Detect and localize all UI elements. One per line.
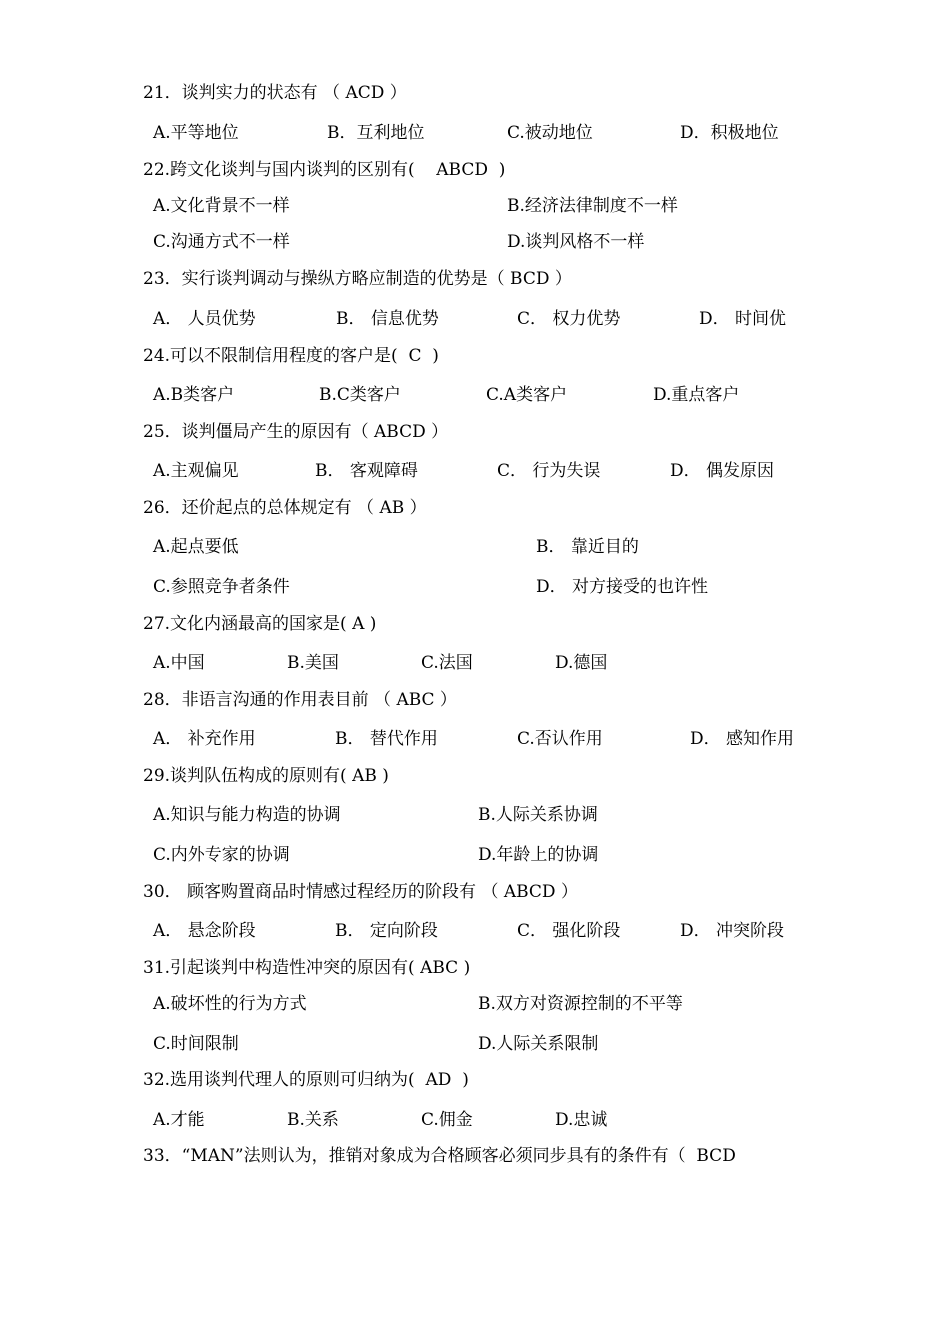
answer-option: D.人际关系限制	[478, 1034, 599, 1054]
answer-option: A.主观偏见	[153, 461, 239, 481]
answer-option: A.文化背景不一样	[153, 196, 290, 216]
answer-option: D.忠诚	[555, 1110, 608, 1130]
answer-option: C.沟通方式不一样	[153, 232, 290, 252]
question-stem: 27.文化内涵最高的国家是( A )	[143, 614, 377, 634]
answer-option: C.时间限制	[153, 1034, 239, 1054]
answer-option: D． 冲突阶段	[680, 921, 785, 941]
answer-option: B.人际关系协调	[478, 805, 598, 825]
question-stem: 28．非语言沟通的作用表目前 （ ABC ）	[143, 690, 457, 710]
answer-option: C.法国	[421, 653, 473, 673]
answer-option: B． 替代作用	[335, 729, 438, 749]
question-stem: 32.选用谈判代理人的原则可归纳为( AD )	[143, 1070, 469, 1090]
answer-option: B． 信息优势	[336, 309, 439, 329]
answer-option: A.平等地位	[153, 123, 239, 143]
answer-option: A.才能	[153, 1110, 205, 1130]
question-stem: 30． 顾客购置商品时情感过程经历的阶段有 （ ABCD ）	[143, 882, 578, 902]
answer-option: C.内外专家的协调	[153, 845, 290, 865]
answer-option: C.佣金	[421, 1110, 473, 1130]
answer-option: D.重点客户	[653, 385, 740, 405]
question-stem: 24.可以不限制信用程度的客户是( C )	[143, 346, 439, 366]
answer-option: A.中国	[153, 653, 205, 673]
answer-option: B.经济法律制度不一样	[507, 196, 678, 216]
answer-option: C． 权力优势	[517, 309, 621, 329]
answer-option: B．互利地位	[327, 123, 425, 143]
question-stem: 23．实行谈判调动与操纵方略应制造的优势是（ BCD ）	[143, 269, 572, 289]
answer-option: C.参照竞争者条件	[153, 577, 290, 597]
answer-option: B.关系	[287, 1110, 339, 1130]
question-stem: 21．谈判实力的状态有 （ ACD ）	[143, 83, 407, 103]
answer-option: D.谈判风格不一样	[507, 232, 645, 252]
answer-option: B． 客观障碍	[315, 461, 418, 481]
answer-option: A.知识与能力构造的协调	[153, 805, 341, 825]
question-stem: 26．还价起点的总体规定有 （ AB ）	[143, 498, 427, 518]
answer-option: A.起点要低	[153, 537, 239, 557]
answer-option: A.B类客户	[153, 385, 235, 405]
answer-option: D． 偶发原因	[670, 461, 775, 481]
answer-option: B． 靠近目的	[536, 537, 639, 557]
answer-option: A． 悬念阶段	[153, 921, 256, 941]
answer-option: D． 对方接受的也许性	[536, 577, 709, 597]
answer-option: D.德国	[555, 653, 608, 673]
answer-option: A． 补充作用	[153, 729, 256, 749]
answer-option: C． 强化阶段	[517, 921, 621, 941]
answer-option: D． 时间优	[699, 309, 787, 329]
answer-option: C． 行为失误	[497, 461, 601, 481]
answer-option: B.美国	[287, 653, 339, 673]
answer-option: D． 感知作用	[690, 729, 795, 749]
answer-option: B.C类客户	[319, 385, 401, 405]
answer-option: D．积极地位	[680, 123, 779, 143]
answer-option: B． 定向阶段	[335, 921, 438, 941]
question-stem: 25．谈判僵局产生的原因有（ ABCD ）	[143, 422, 449, 442]
answer-option: A.破坏性的行为方式	[153, 994, 307, 1014]
answer-option: D.年龄上的协调	[478, 845, 599, 865]
answer-option: B.双方对资源控制的不平等	[478, 994, 683, 1014]
answer-option: C.被动地位	[507, 123, 593, 143]
question-stem: 22.跨文化谈判与国内谈判的区别有( ABCD )	[143, 160, 506, 180]
question-stem: 33．“MAN”法则认为，推销对象成为合格顾客必须同步具有的条件有（ BCD	[143, 1146, 736, 1166]
answer-option: C.A类客户	[486, 385, 568, 405]
answer-option: A． 人员优势	[153, 309, 256, 329]
question-stem: 31.引起谈判中构造性冲突的原因有( ABC )	[143, 958, 471, 978]
question-stem: 29.谈判队伍构成的原则有( AB )	[143, 766, 389, 786]
answer-option: C.否认作用	[517, 729, 603, 749]
